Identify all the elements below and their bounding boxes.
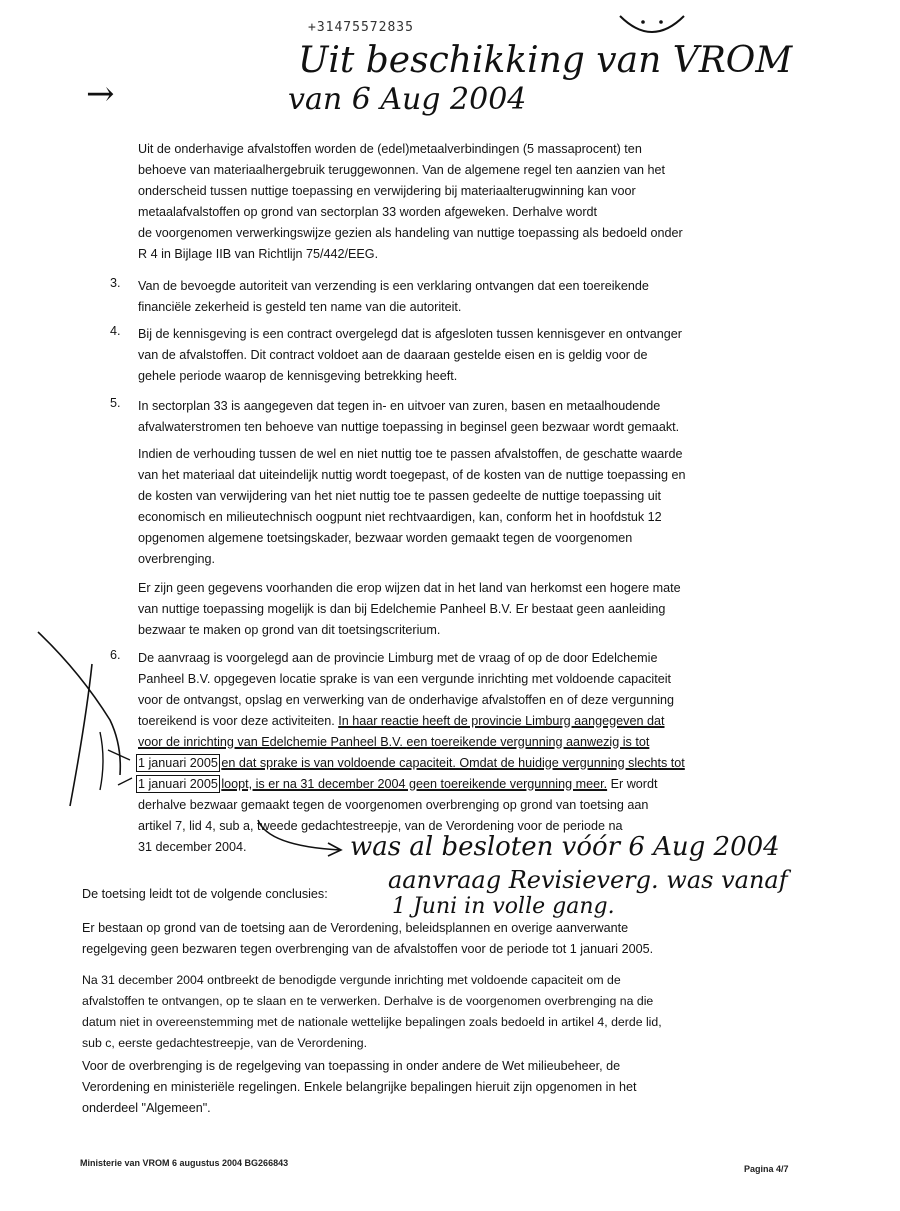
underlined-text: een toereikende vergunning aanwezig is tot xyxy=(406,735,650,749)
text-line: De toetsing leidt tot de volgende conclusies: xyxy=(82,887,328,901)
text-line: In sectorplan 33 is aangegeven dat tegen in- en uitvoer van zuren, basen en metaalhoudende xyxy=(138,399,661,413)
text-line: Voor de overbrenging is de regelgeving van toepassing in onder andere de Wet milieubeheer, de xyxy=(82,1059,621,1073)
smiley-eye xyxy=(659,20,663,24)
text-line xyxy=(138,732,685,753)
text-line: artikel 7, lid 4, sub a, tweede gedachtestreepje, van de Verordening voor de periode na xyxy=(138,819,623,833)
underlined-text: loopt, is er na 31 december 2004 geen toereikende vergunning meer. xyxy=(221,777,608,791)
text-segment: Er wordt xyxy=(607,777,658,791)
item-4-paragraph xyxy=(138,324,682,387)
handwritten-arrow-icon: → xyxy=(86,74,115,114)
text-line: De aanvraag is voorgelegd aan de provincie Limburg met de vraag of op de door Edelchemie xyxy=(138,651,658,665)
text-line: onderscheid tussen nuttige toepassing en verwijdering bij materiaalterugwinning kan voor xyxy=(138,184,636,198)
text-line: de kosten van verwijdering van het niet nuttig toe te passen gedeelte de nuttige toepassing uit xyxy=(138,489,661,503)
item-6-paragraph xyxy=(138,648,685,858)
underlined-text: In haar reactie heeft de provincie Limburg aangegeven dat xyxy=(338,714,665,728)
item-5-paragraph xyxy=(138,396,679,438)
text-line: Indien de verhouding tussen de wel en niet nuttig toe te passen afvalstoffen, de geschatte waarde xyxy=(138,447,683,461)
text-line: datum niet in overeenstemming met de nationale wettelijke bepalingen zoals bedoeld in artikel 4, derde lid, xyxy=(82,1015,662,1029)
text-line: Bij de kennisgeving is een contract overgelegd dat is afgesloten tussen kennisgever en ontvanger xyxy=(138,327,682,341)
item-5-paragraph-3 xyxy=(138,578,681,641)
conclusion-paragraph-1 xyxy=(82,918,653,960)
text-line: Na 31 december 2004 ontbreekt de benodigde vergunde inrichting met voldoende capaciteit om de xyxy=(82,973,621,987)
handwritten-annotation-note-1: was al besloten vóór 6 Aug 2004 xyxy=(350,832,780,862)
margin-pointer-mark xyxy=(108,750,130,760)
text-line: economisch en milieutechnisch oogpunt niet rechtvaardigen, kan, conform het in hoofdstuk 12 xyxy=(138,510,662,524)
margin-bracket-mark xyxy=(100,732,103,790)
margin-pointer-mark xyxy=(118,778,132,785)
text-line: behoeve van materiaalhergebruik teruggewonnen. Van de algemene regel ten aanzien van het xyxy=(138,163,665,177)
text-line: metaalafvalstoffen op grond van sectorplan 33 worden afgeweken. Derhalve wordt xyxy=(138,205,598,219)
text-line: Uit de onderhavige afvalstoffen worden de (edel)metaalverbindingen (5 massaprocent) ten xyxy=(138,142,642,156)
text-line: sub c, eerste gedachtestreepje, van de Verordening. xyxy=(82,1036,368,1050)
item-4-number: 4. xyxy=(110,324,121,338)
text-line: Er bestaan op grond van de toetsing aan de Verordening, beleidsplannen en overige aanverwante xyxy=(82,921,629,935)
footer-page-number: Pagina 4/7 xyxy=(744,1164,789,1174)
text-line: de voorgenomen verwerkingswijze gezien als handeling van nuttige toepassing als bedoeld onder xyxy=(138,226,683,240)
margin-bracket-mark xyxy=(70,664,92,806)
text-line: derhalve bezwaar gemaakt tegen de voorgenomen overbrenging op grond van toetsing aan xyxy=(138,798,649,812)
item-3-number: 3. xyxy=(110,276,121,290)
text-line: Van de bevoegde autoriteit van verzending is een verklaring ontvangen dat een toereikende xyxy=(138,279,649,293)
text-line: R 4 in Bijlage IIB van Richtlijn 75/442/EEG. xyxy=(138,247,379,261)
text-line: van nuttige toepassing mogelijk is dan bij Edelchemie Panheel B.V. Er bestaat geen aanleiding xyxy=(138,602,666,616)
text-line xyxy=(138,753,685,774)
text-line: van het materiaal dat uiteindelijk nuttig wordt toegepast, of de kosten van de nuttige toepassing en xyxy=(138,468,686,482)
text-line: afvalwaterstromen ten behoeve van nuttige toepassing in beginsel geen bezwaar wordt gemaakt. xyxy=(138,420,680,434)
item-3-paragraph xyxy=(138,276,649,318)
item-5-number: 5. xyxy=(110,396,121,410)
conclusion-paragraph-3 xyxy=(82,1056,637,1119)
text-line: 31 december 2004. xyxy=(138,840,247,854)
handwritten-annotation-date: van 6 Aug 2004 xyxy=(288,82,527,117)
handwritten-annotation-title: Uit beschikking van VROM xyxy=(298,40,793,81)
item-6-number: 6. xyxy=(110,648,121,662)
smiley-icon xyxy=(620,16,684,32)
boxed-date: 1 januari 2005 xyxy=(138,777,218,791)
boxed-date: 1 januari 2005 xyxy=(138,756,218,770)
intro-paragraph xyxy=(138,139,683,265)
text-line: onderdeel "Algemeen". xyxy=(82,1101,211,1115)
smiley-eye xyxy=(641,20,645,24)
text-line: overbrenging. xyxy=(138,552,216,566)
text-line xyxy=(138,711,685,732)
text-line: Er zijn geen gegevens voorhanden die erop wijzen dat in het land van herkomst een hogere mate xyxy=(138,581,681,595)
text-line: opgenomen algemene toetsingskader, bezwaar worden gemaakt tegen de voorgenomen xyxy=(138,531,633,545)
underlined-text: en dat sprake is van voldoende capaciteit. Omdat de huidige vergunning slechts tot xyxy=(221,756,685,770)
text-line: gehele periode waarop de kennisgeving betrekking heeft. xyxy=(138,369,458,383)
text-line: afvalstoffen te ontvangen, op te slaan en te verwerken. Derhalve is de voorgenomen overbrenging na die xyxy=(82,994,654,1008)
conclusion-paragraph-2 xyxy=(82,970,662,1054)
text-line: regelgeving geen bezwaren tegen overbrenging van de afvalstoffen voor de periode tot 1 januari 2005. xyxy=(82,942,654,956)
text-line: Panheel B.V. opgegeven locatie sprake is van een vergunde inrichting met voldoende capaciteit xyxy=(138,672,672,686)
handwritten-annotation-note-2: aanvraag Revisieverg. was vanaf xyxy=(388,866,788,894)
text-line xyxy=(138,774,685,795)
text-line: voor de ontvangst, opslag en verwerking van de onderhavige afvalstoffen en of deze vergunning xyxy=(138,693,675,707)
fax-number: +31475572835 xyxy=(308,20,414,35)
conclusion-heading xyxy=(82,884,328,905)
footer-source: Ministerie van VROM 6 augustus 2004 BG266843 xyxy=(80,1158,289,1168)
text-line: Verordening en ministeriële regelingen. Enkele belangrijke bepalingen hieruit zijn opgenomen in het xyxy=(82,1080,637,1094)
text-segment: toereikend is voor deze activiteiten. xyxy=(138,714,339,728)
underlined-text: voor de inrichting van Edelchemie Panheel B.V. xyxy=(138,735,407,749)
handwritten-annotation-note-3: 1 Juni in volle gang. xyxy=(392,894,615,919)
text-line: bezwaar te maken op grond van dit toetsingscriterium. xyxy=(138,623,441,637)
margin-slash-mark xyxy=(38,632,120,775)
text-line: van de afvalstoffen. Dit contract voldoet aan de daaraan gestelde eisen en is geldig voor de xyxy=(138,348,648,362)
item-5-paragraph-2 xyxy=(138,444,686,570)
text-line: financiële zekerheid is gesteld ten name van die autoriteit. xyxy=(138,300,462,314)
